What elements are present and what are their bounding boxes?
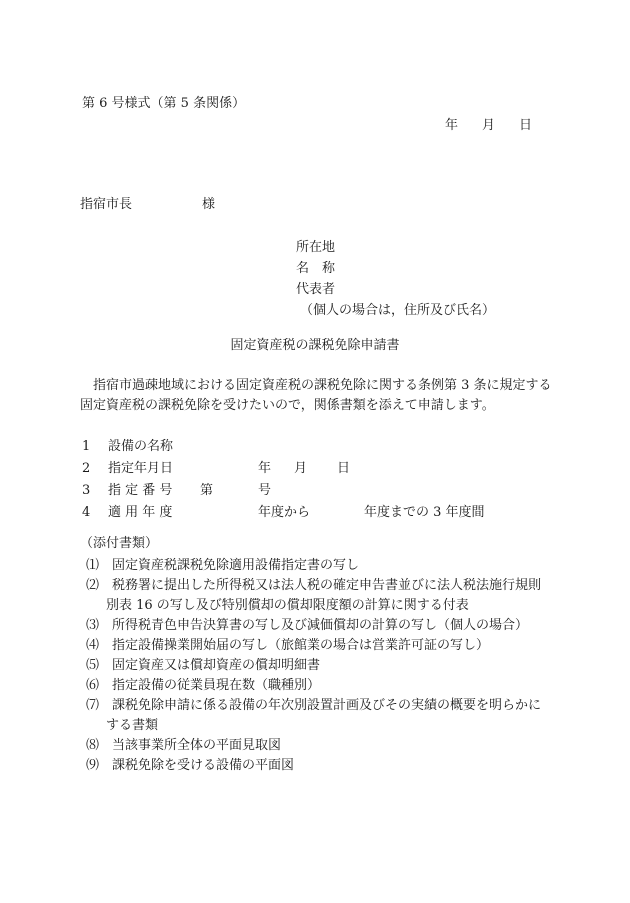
attachments-heading: （添付書類） (80, 536, 159, 551)
attachment-item-continuation (86, 716, 541, 736)
date-day-label: 日 (519, 118, 533, 133)
attachment-item (86, 556, 541, 576)
day-label: 日 (337, 461, 351, 476)
from-year-label: 年度から (258, 505, 311, 520)
item-label: 適 用 年 度 (108, 505, 173, 520)
attachment-text: 当該事業所全体の平面見取図 (112, 738, 282, 753)
attachment-number: ⑴ (86, 558, 100, 573)
attachment-item (86, 576, 541, 596)
item-label: 設備の名称 (108, 439, 174, 454)
date-year-label: 年 (445, 118, 459, 133)
addressee-name: 指宿市長 (80, 197, 133, 212)
addressee (80, 197, 215, 213)
attachment-text: 課税免除を受ける設備の平面図 (112, 758, 295, 773)
address-label: 所在地 (296, 240, 336, 255)
name-label: 名 称 (296, 261, 336, 276)
to-year-label: 年度までの 3 年度間 (364, 505, 485, 520)
attachment-item (86, 636, 541, 656)
attachment-item (86, 756, 541, 776)
attachment-number: ⑸ (86, 658, 100, 673)
month-label: 月 (294, 461, 308, 476)
attachment-item (86, 616, 541, 636)
attachment-number: ⑼ (86, 758, 100, 773)
document-title: 固定資産税の課税免除申請書 (230, 338, 400, 353)
attachment-text: 税務署に提出した所得税又は法人税の確定申告書並びに法人税法施行規則 (112, 578, 542, 593)
go-label: 号 (258, 483, 272, 498)
representative-label: 代表者 (296, 282, 336, 297)
attachment-text: 別表 16 の写し及び特別償却の償却限度額の計算に関する付表 (106, 598, 469, 613)
attachment-text: 固定資産税課税免除適用設備指定書の写し (112, 558, 360, 573)
attachment-text: 指定設備操業開始届の写し（旅館業の場合は営業許可証の写し） (112, 638, 490, 653)
attachment-number: ⑺ (86, 698, 100, 713)
body-line-1: 指宿市過疎地域における固定資産税の課税免除に関する条例第 3 条に規定する (93, 378, 552, 393)
attachment-number: ⑶ (86, 618, 100, 633)
date-month-label: 月 (482, 118, 496, 133)
item-number: 4 (82, 505, 91, 520)
attachment-item (86, 676, 541, 696)
attachment-text: 所得税青色申告決算書の写し及び減価償却の計算の写し（個人の場合） (112, 618, 529, 633)
addressee-honorific: 様 (202, 197, 216, 212)
attachment-number: ⑷ (86, 638, 100, 653)
attachment-number: ⑻ (86, 738, 100, 753)
item-label: 指 定 番 号 (108, 483, 173, 498)
attachment-number: ⑹ (86, 678, 100, 693)
item-label: 指定年月日 (108, 461, 174, 476)
applicant-note: （個人の場合は，住所及び氏名） (300, 303, 496, 318)
attachment-item (86, 696, 541, 716)
attachment-item-continuation (86, 596, 541, 616)
dai-label: 第 (200, 483, 214, 498)
attachment-text: 指定設備の従業員現在数（職種別） (112, 678, 321, 693)
applicant-block (296, 237, 495, 321)
date-line (445, 118, 532, 134)
item-number: 1 (82, 439, 91, 454)
body-line-2: 固定資産税の課税免除を受けたいので，関係書類を添えて申請します。 (80, 398, 495, 413)
year-label: 年 (258, 461, 272, 476)
attachment-number: ⑵ (86, 578, 100, 593)
attachment-text: 固定資産又は償却資産の償却明細書 (112, 658, 321, 673)
attachment-text: する書類 (106, 718, 159, 733)
item-number: 3 (82, 483, 91, 498)
attachment-text: 課税免除申請に係る設備の年次別設置計画及びその実績の概要を明らかに (112, 698, 542, 713)
attachment-item (86, 736, 541, 756)
item-number: 2 (82, 461, 91, 476)
body-text (80, 376, 580, 416)
attachment-item (86, 656, 541, 676)
attachments-list (86, 556, 541, 776)
form-number: 第 6 号様式（第 5 条関係） (82, 96, 246, 111)
